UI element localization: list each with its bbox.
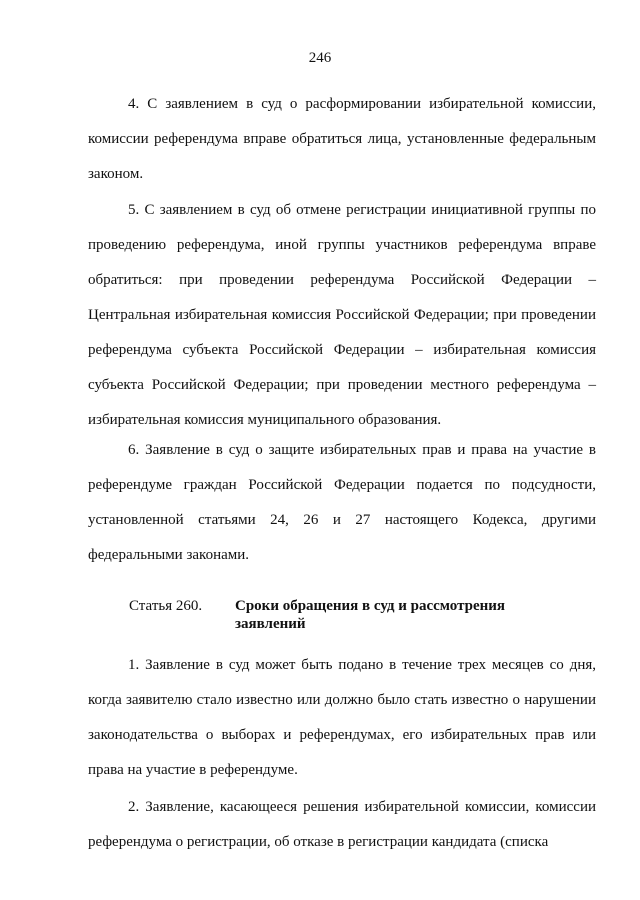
- article-title: Сроки обращения в суд и рассмотрения заявлений: [235, 598, 506, 632]
- paragraph-4: 4. С заявлением в суд о расформировании избирательной комиссии, комиссии референдума вправе обратиться лица, установленные федеральным законом.: [88, 96, 596, 182]
- article-number: Статья 260.: [129, 598, 203, 614]
- paragraph-6: 6. Заявление в суд о защите избирательных прав и права на участие в референдуме граждан Российской Федерации подается по подсудности, установленной статьями 24, 26 и 27 настоящего Кодекса, другими федеральными законами.: [88, 442, 596, 563]
- page-number: 246: [308, 50, 332, 66]
- article-paragraph-2: 2. Заявление, касающееся решения избирательной комиссии, комиссии референдума о регистрации, об отказе в регистрации кандидата (списка: [88, 799, 596, 850]
- paragraph-5: 5. С заявлением в суд об отмене регистрации инициативной группы по проведению референдума, иной группы участников референдума вправе обратиться: при проведении референдума Российской Федерации – Центральная избирательная комиссия Российской Федерации; при проведении референдума субъекта Российской Федерации – избирательная комиссия субъекта Российской Федерации; при проведении местного референдума – избирательная комиссия муниципального образования.: [88, 202, 596, 428]
- article-paragraph-1: 1. Заявление в суд может быть подано в течение трех месяцев со дня, когда заявителю стало известно или должно было стать известно о нарушении законодательства о выборах и референдумах, его избирательных прав или права на участие в референдуме.: [88, 657, 596, 778]
